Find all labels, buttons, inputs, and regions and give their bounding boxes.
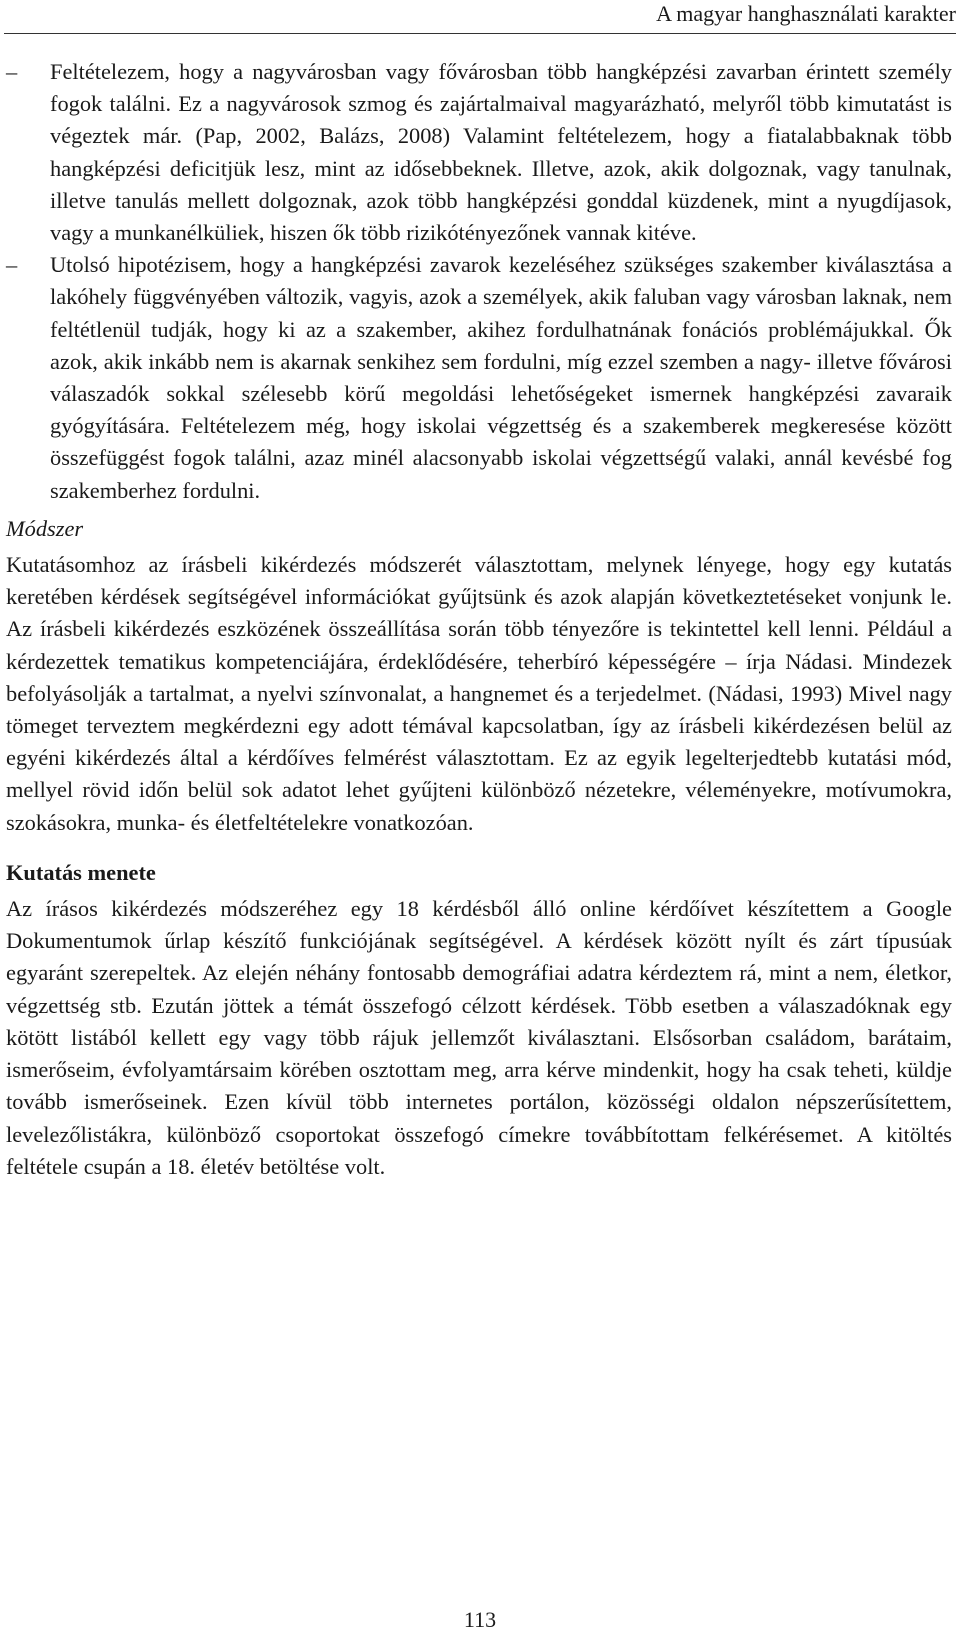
process-paragraph: Az írásos kikérdezés módszeréhez egy 18 kérdésből álló online kérdőívet készítettem a Google Dokumentumok űrlap készítő funkciójának segítségével. A kérdések között nyílt és zárt típusúak egyaránt szerepeltek. Az elején néhány fontosabb demográfiai adatra kérdeztem rá, mint a nem, életkor, végzettség stb. Ezután jöttek a témát összefogó célzott kérdések. Több esetben a válaszadóknak egy kötött listából kellett egy vagy több rájuk jellemzőt kiválasztani. Elsősorban családom, barátaim, ismerőseim, évfolyamtársaim körében osztottam meg, arra kérve mindenkit, hogy ha csak teheti, küldje tovább ismerőseinek. Ezen kívül több internetes portálon, közösségi oldalon népszerűsítettem, levelezőlistákra, különböző csoportokat összefogó címekre továbbítottam felkérésemet. A kitöltés feltétele csupán a 18. életév betöltése volt. xyxy=(6,896,952,1179)
page-number: 113 xyxy=(463,1607,497,1632)
hypothesis-bullet xyxy=(6,56,952,249)
section-heading-method: Módszer xyxy=(6,515,84,541)
header-divider xyxy=(4,33,956,34)
method-paragraph: Kutatásomhoz az írásbeli kikérdezés módszerét választottam, melynek lényege, hogy egy kutatás keretében kérdések segítségével információkat gyűjtsünk és azok alapján következtetéseket vonjunk le. Az írásbeli kikérdezés eszközének összeállítása során több tényezőre is tekintettel kell lenni. Például a kérdezettek tematikus kompetenciájára, érdeklődésére, teherbíró képességére – írja Nádasi. Mindezek befolyásolják a tartalmat, a nyelvi színvonalat, a hangnemet és a terjedelmet. (Nádasi, 1993) Mivel nagy tömeget terveztem megkérdezni egy adott témával kapcsolatban, így az írásbeli kikérdezésen belül az egyéni kikérdezés által a kérdőíves felmérést választottam. Ez az egyik legelterjedtebb kutatási mód, mellyel rövid időn belül sok adatot lehet gyűjteni különböző nézetekre, véleményekre, motívumokra, szokásokra, munka- és életfeltételekre vonatkozóan. xyxy=(6,552,952,835)
bullet-text: Utolsó hipotézisem, hogy a hangképzési zavarok kezeléséhez szükséges szakember kiválasztása a lakóhely függvényében változik, vagyis, azok a személyek, akik faluban vagy városban laknak, nem feltétlenül tudják, hogy ki az a szakember, akihez fordulhatnának fonációs problémájukkal. Ők azok, akik inkább nem is akarnak senkihez sem fordulni, míg ezzel szemben a nagy- illetve fővárosi válaszadók sokkal szélesebb körű megoldási lehetőségeket ismernek hangképzési zavaraik gyógyítására. Feltételezem még, hogy iskolai végzettség és a szakemberek megkeresése között összefüggést fogok találni, azaz minél alacsonyabb iskolai végzettségű valaki, annál kevésbé fog szakemberhez fordulni. xyxy=(50,252,952,503)
hypothesis-bullet xyxy=(6,249,952,507)
bullet-dash: – xyxy=(6,59,18,84)
running-header-title: A magyar hanghasználati karakter xyxy=(656,1,956,26)
section-heading-process: Kutatás menete xyxy=(6,859,156,885)
bullet-text: Feltételezem, hogy a nagyvárosban vagy fővárosban több hangképzési zavarban érintett személy fogok találni. Ez a nagyvárosok szmog és zajártalmaival magyarázható, melyről több kimutatást is végeztek már. (Pap, 2002, Balázs, 2008) Valamint feltételezem, hogy a fiatalabbaknak több hangképzési deficitjük lesz, mint az idősebbeknek. Illetve, azok, akik dolgoznak, vagy tanulnak, illetve tanulás mellett dolgoznak, azok több hangképzési gonddal küzdenek, mint a nyugdíjasok, vagy a munkanélküliek, hiszen ők több rizikótényezőnek vannak kitéve. xyxy=(50,59,952,246)
bullet-dash: – xyxy=(6,252,18,278)
page-body xyxy=(6,56,952,1183)
